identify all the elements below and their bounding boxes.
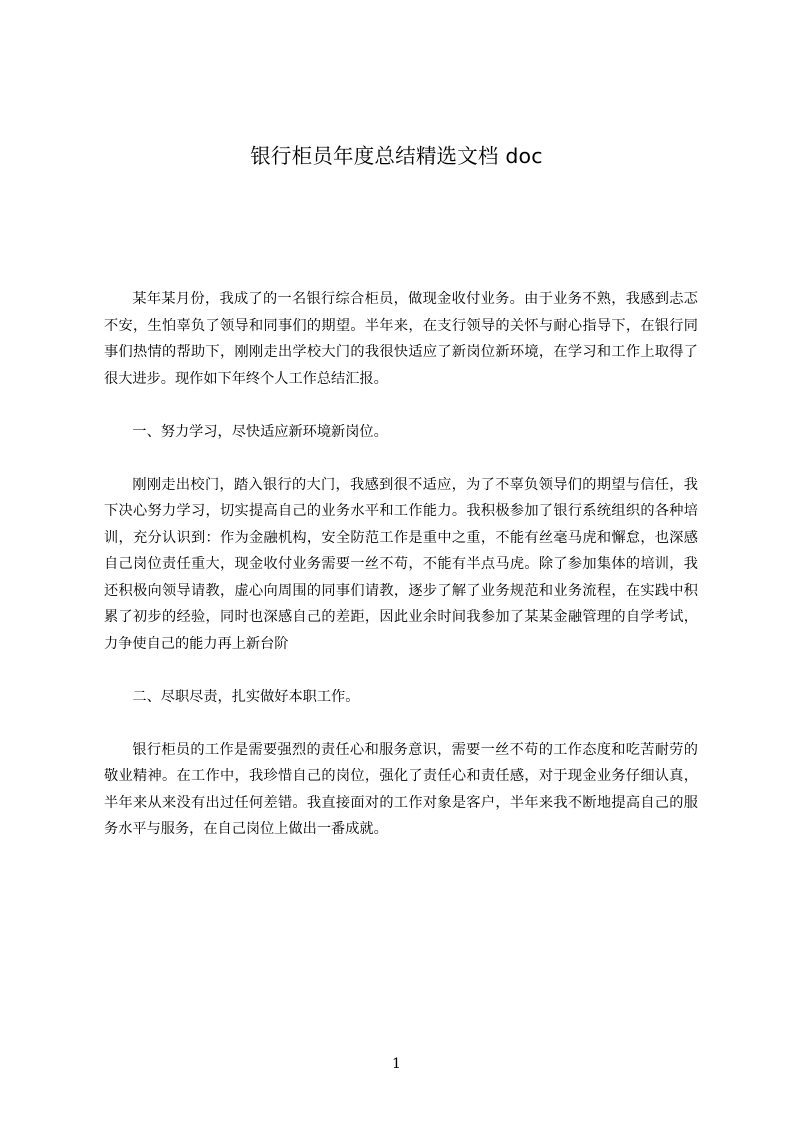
paragraph-spacer bbox=[104, 445, 698, 472]
document-body bbox=[104, 286, 698, 843]
paragraph-study: 刚刚走出校门，踏入银行的大门，我感到很不适应，为了不辜负领导们的期望与信任，我下决心努力学习，切实提高自己的业务水平和工作能力。我积极参加了银行系统组织的各种培训，充分认识到：作为金融机构，安全防范工作是重中之重，不能有丝毫马虎和懈怠，也深感自己岗位责任重大，现金收付业务需要一丝不苟，不能有半点马虎。除了参加集体的培训，我还积极向领导请教，虚心向周围的同事们请教，逐步了解了业务规范和业务流程，在实践中积累了初步的经验，同时也深感自己的差距，因此业余时间我参加了某某金融管理的自学考试，力争使自己的能力再上新台阶 bbox=[104, 476, 698, 652]
paragraph-duty: 银行柜员的工作是需要强烈的责任心和服务意识，需要一丝不苟的工作态度和吃苦耐劳的敬业精神。在工作中，我珍惜自己的岗位，强化了责任心和责任感，对于现金业务仔细认真，半年来从来没有出过任何差错。我直接面对的工作对象是客户，半年来我不断地提高自己的服务水平与服务，在自己岗位上做出一番成就。 bbox=[104, 741, 698, 837]
paragraph-spacer bbox=[104, 392, 698, 419]
paragraph-spacer bbox=[104, 657, 698, 684]
section-heading-duty: 二、尽职尽责，扎实做好本职工作。 bbox=[132, 688, 360, 705]
section-heading-study: 一、努力学习，尽快适应新环境新岗位。 bbox=[132, 423, 388, 440]
document-title: 银行柜员年度总结精选文档 doc bbox=[250, 144, 543, 168]
paragraph-intro: 某年某月份，我成了的一名银行综合柜员，做现金收付业务。由于业务不熟，我感到忐忑不安，生怕辜负了领导和同事们的期望。半年来，在支行领导的关怀与耐心指导下，在银行同事们热情的帮助下，刚刚走出学校大门的我很快适应了新岗位新环境，在学习和工作上取得了很大进步。现作如下年终个人工作总结汇报。 bbox=[104, 291, 698, 387]
page-number: 1 bbox=[392, 1056, 401, 1072]
paragraph-spacer bbox=[104, 710, 698, 737]
